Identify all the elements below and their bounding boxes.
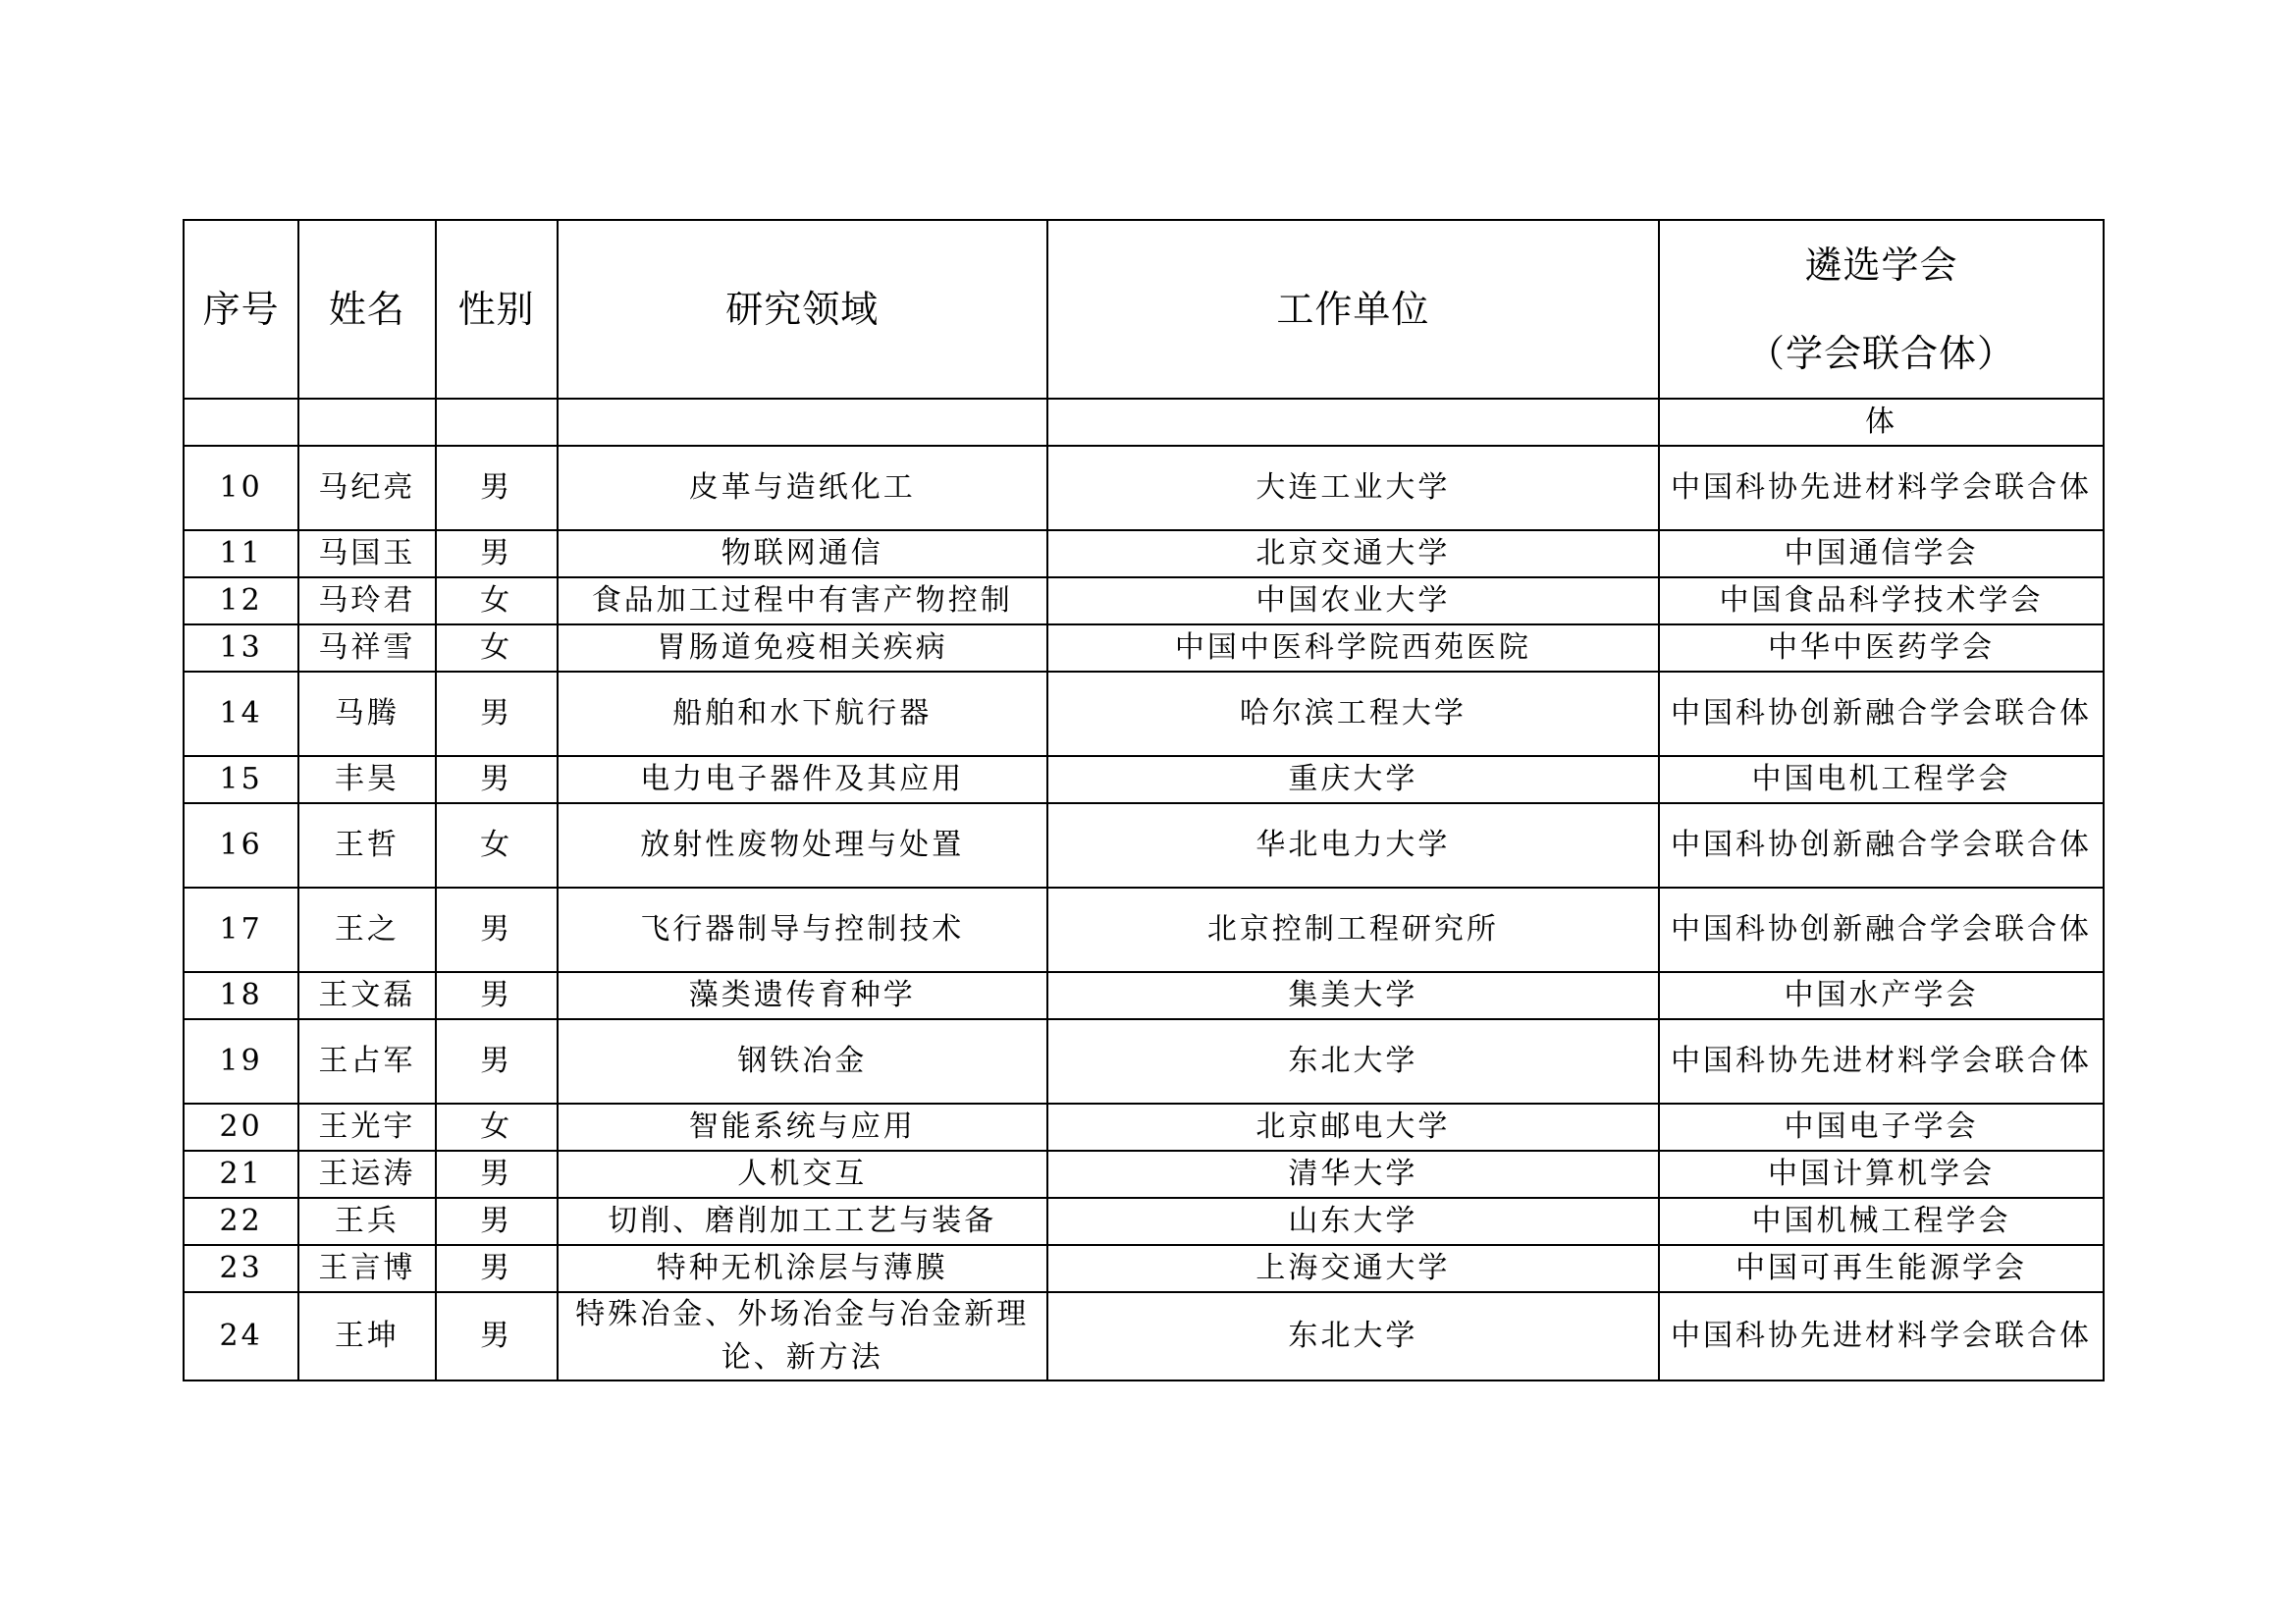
cell-field: 物联网通信 — [558, 530, 1047, 577]
cell-society: 中国科协创新融合学会联合体 — [1659, 888, 2104, 972]
cell-name: 王运涛 — [298, 1151, 435, 1198]
cell-society: 体 — [1659, 399, 2104, 446]
table-row — [184, 1019, 2104, 1104]
cell-society: 中国可再生能源学会 — [1659, 1245, 2104, 1292]
cell-field: 电力电子器件及其应用 — [558, 756, 1047, 803]
cell-index: 10 — [184, 446, 298, 530]
cell-index: 14 — [184, 672, 298, 756]
cell-gender: 男 — [436, 1019, 558, 1104]
cell-name: 王言博 — [298, 1245, 435, 1292]
table-row — [184, 972, 2104, 1019]
table-header-row — [184, 220, 2104, 399]
cell-name: 马国玉 — [298, 530, 435, 577]
cell-name: 王光宇 — [298, 1104, 435, 1151]
cell-gender: 男 — [436, 972, 558, 1019]
cell-field: 船舶和水下航行器 — [558, 672, 1047, 756]
table-row — [184, 446, 2104, 530]
cell-unit: 北京交通大学 — [1047, 530, 1659, 577]
cell-name: 马祥雪 — [298, 624, 435, 672]
cell-society: 中国水产学会 — [1659, 972, 2104, 1019]
cell-index: 18 — [184, 972, 298, 1019]
cell-gender — [436, 399, 558, 446]
cell-index: 21 — [184, 1151, 298, 1198]
cell-index: 22 — [184, 1198, 298, 1245]
header-name: 姓名 — [298, 220, 435, 399]
cell-unit: 重庆大学 — [1047, 756, 1659, 803]
cell-society: 中国电机工程学会 — [1659, 756, 2104, 803]
cell-field: 飞行器制导与控制技术 — [558, 888, 1047, 972]
cell-field: 钢铁冶金 — [558, 1019, 1047, 1104]
header-society-subtitle: （学会联合体） — [1747, 332, 2016, 375]
cell-name: 王兵 — [298, 1198, 435, 1245]
header-gender: 性别 — [436, 220, 558, 399]
cell-gender: 女 — [436, 577, 558, 624]
cell-index: 11 — [184, 530, 298, 577]
cell-field: 特种无机涂层与薄膜 — [558, 1245, 1047, 1292]
cell-field: 放射性废物处理与处置 — [558, 803, 1047, 888]
cell-index: 16 — [184, 803, 298, 888]
cell-field — [558, 399, 1047, 446]
cell-name — [298, 399, 435, 446]
cell-unit: 山东大学 — [1047, 1198, 1659, 1245]
cell-gender: 男 — [436, 888, 558, 972]
cell-field: 藻类遗传育种学 — [558, 972, 1047, 1019]
cell-gender: 男 — [436, 756, 558, 803]
table-row — [184, 756, 2104, 803]
cell-unit: 集美大学 — [1047, 972, 1659, 1019]
cell-gender: 女 — [436, 803, 558, 888]
cell-society: 中国通信学会 — [1659, 530, 2104, 577]
cell-unit: 清华大学 — [1047, 1151, 1659, 1198]
cell-index: 19 — [184, 1019, 298, 1104]
cell-index: 13 — [184, 624, 298, 672]
cell-name: 丰昊 — [298, 756, 435, 803]
cell-society: 中国机械工程学会 — [1659, 1198, 2104, 1245]
cell-name: 王之 — [298, 888, 435, 972]
cell-field: 皮革与造纸化工 — [558, 446, 1047, 530]
table-row — [184, 1198, 2104, 1245]
cell-field: 胃肠道免疫相关疾病 — [558, 624, 1047, 672]
cell-field: 人机交互 — [558, 1151, 1047, 1198]
table-row — [184, 888, 2104, 972]
cell-index: 15 — [184, 756, 298, 803]
header-unit: 工作单位 — [1047, 220, 1659, 399]
table-body — [184, 399, 2104, 1380]
cell-unit: 中国中医科学院西苑医院 — [1047, 624, 1659, 672]
cell-unit: 北京邮电大学 — [1047, 1104, 1659, 1151]
cell-index: 17 — [184, 888, 298, 972]
cell-gender: 男 — [436, 1151, 558, 1198]
cell-unit: 中国农业大学 — [1047, 577, 1659, 624]
table-row — [184, 672, 2104, 756]
cell-index: 23 — [184, 1245, 298, 1292]
header-field: 研究领域 — [558, 220, 1047, 399]
cell-society: 中国科协先进材料学会联合体 — [1659, 1019, 2104, 1104]
table-row — [184, 1245, 2104, 1292]
cell-index — [184, 399, 298, 446]
cell-unit: 东北大学 — [1047, 1292, 1659, 1380]
cell-unit: 北京控制工程研究所 — [1047, 888, 1659, 972]
cell-name: 马玲君 — [298, 577, 435, 624]
cell-index: 20 — [184, 1104, 298, 1151]
cell-name: 王文磊 — [298, 972, 435, 1019]
header-society — [1659, 220, 2104, 399]
cell-society: 中国科协创新融合学会联合体 — [1659, 803, 2104, 888]
cell-unit — [1047, 399, 1659, 446]
table-row — [184, 803, 2104, 888]
cell-society: 中国计算机学会 — [1659, 1151, 2104, 1198]
cell-field: 切削、磨削加工工艺与装备 — [558, 1198, 1047, 1245]
cell-gender: 男 — [436, 530, 558, 577]
cell-gender: 男 — [436, 672, 558, 756]
table-row — [184, 624, 2104, 672]
cell-unit: 哈尔滨工程大学 — [1047, 672, 1659, 756]
table-row — [184, 577, 2104, 624]
cell-field: 智能系统与应用 — [558, 1104, 1047, 1151]
cell-field: 特殊冶金、外场冶金与冶金新理论、新方法 — [558, 1292, 1047, 1380]
cell-field: 食品加工过程中有害产物控制 — [558, 577, 1047, 624]
cell-society: 中国科协先进材料学会联合体 — [1659, 446, 2104, 530]
header-index: 序号 — [184, 220, 298, 399]
cell-gender: 男 — [436, 446, 558, 530]
cell-unit: 华北电力大学 — [1047, 803, 1659, 888]
cell-name: 王占军 — [298, 1019, 435, 1104]
table-row — [184, 1104, 2104, 1151]
cell-unit: 东北大学 — [1047, 1019, 1659, 1104]
cell-society: 中国电子学会 — [1659, 1104, 2104, 1151]
cell-index: 24 — [184, 1292, 298, 1380]
cell-name: 王哲 — [298, 803, 435, 888]
cell-name: 马纪亮 — [298, 446, 435, 530]
cell-unit: 上海交通大学 — [1047, 1245, 1659, 1292]
table-row — [184, 530, 2104, 577]
cell-society: 中国食品科学技术学会 — [1659, 577, 2104, 624]
cell-gender: 女 — [436, 1104, 558, 1151]
cell-gender: 男 — [436, 1292, 558, 1380]
table-row — [184, 1151, 2104, 1198]
cell-gender: 男 — [436, 1245, 558, 1292]
cell-gender: 女 — [436, 624, 558, 672]
cell-unit: 大连工业大学 — [1047, 446, 1659, 530]
candidate-table — [183, 219, 2105, 1381]
cell-society: 中华中医药学会 — [1659, 624, 2104, 672]
cell-society: 中国科协先进材料学会联合体 — [1659, 1292, 2104, 1380]
cell-name: 马腾 — [298, 672, 435, 756]
cell-society: 中国科协创新融合学会联合体 — [1659, 672, 2104, 756]
cell-gender: 男 — [436, 1198, 558, 1245]
header-society-title: 遴选学会 — [1804, 244, 1958, 287]
table-row — [184, 1292, 2104, 1380]
cell-name: 王坤 — [298, 1292, 435, 1380]
cell-index: 12 — [184, 577, 298, 624]
continuation-row — [184, 399, 2104, 446]
